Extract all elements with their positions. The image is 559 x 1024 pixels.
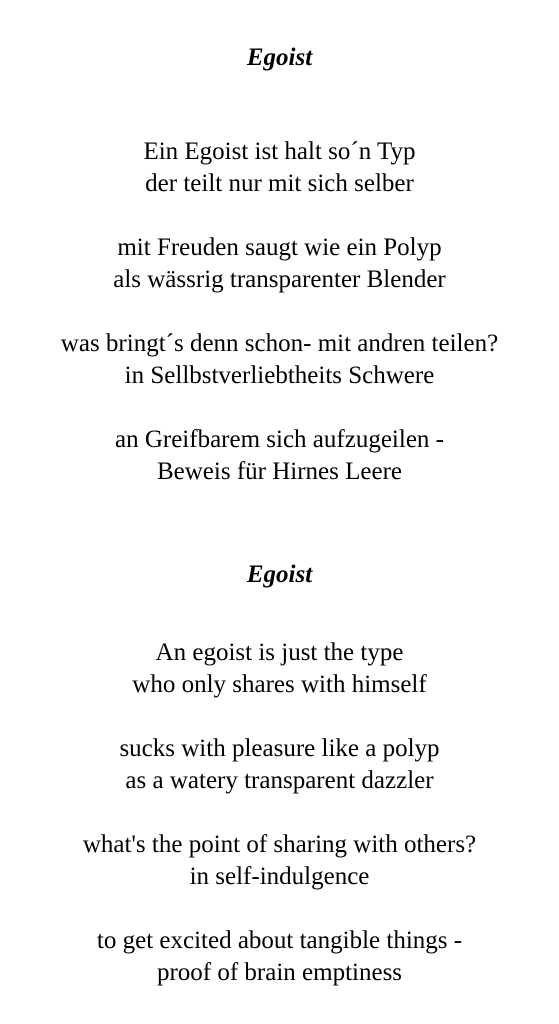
poem-english (0, 559, 559, 1021)
poem-line: was bringt´s denn schon- mit andren teilen? (60, 330, 499, 357)
poem-line: in self-indulgence (189, 863, 370, 890)
poem-line: proof of brain emptiness (156, 959, 403, 986)
stanza (0, 136, 559, 200)
poem-line: sucks with pleasure like a polyp (119, 735, 440, 762)
poem-line: der teilt nur mit sich selber (145, 170, 414, 197)
poem-line: Beweis für Hirnes Leere (156, 458, 403, 485)
stanza (0, 328, 559, 392)
poem-line: to get excited about tangible things - (96, 927, 463, 954)
stanza (0, 424, 559, 488)
poem-line: mit Freuden saugt wie ein Polyp (117, 234, 442, 261)
poem-line: an Greifbarem sich aufzugeilen - (114, 426, 444, 453)
poem-body (0, 136, 559, 488)
stanza (0, 829, 559, 893)
stanza (0, 733, 559, 797)
poem-line: who only shares with himself (132, 671, 427, 698)
stanza (0, 232, 559, 296)
poem-title: Egoist (246, 44, 313, 71)
poem-german (0, 42, 559, 520)
poem-line: Ein Egoist ist halt so´n Typ (143, 138, 416, 165)
poem-line: als wässrig transparenter Blender (113, 266, 446, 293)
stanza (0, 925, 559, 989)
poem-body (0, 637, 559, 989)
poem-line: in Sellbstverliebtheits Schwere (124, 362, 435, 389)
stanza (0, 637, 559, 701)
poem-line: as a watery transparent dazzler (125, 767, 434, 794)
poem-title: Egoist (246, 561, 313, 588)
poem-line: An egoist is just the type (155, 639, 404, 666)
poem-line: what's the point of sharing with others? (82, 831, 477, 858)
